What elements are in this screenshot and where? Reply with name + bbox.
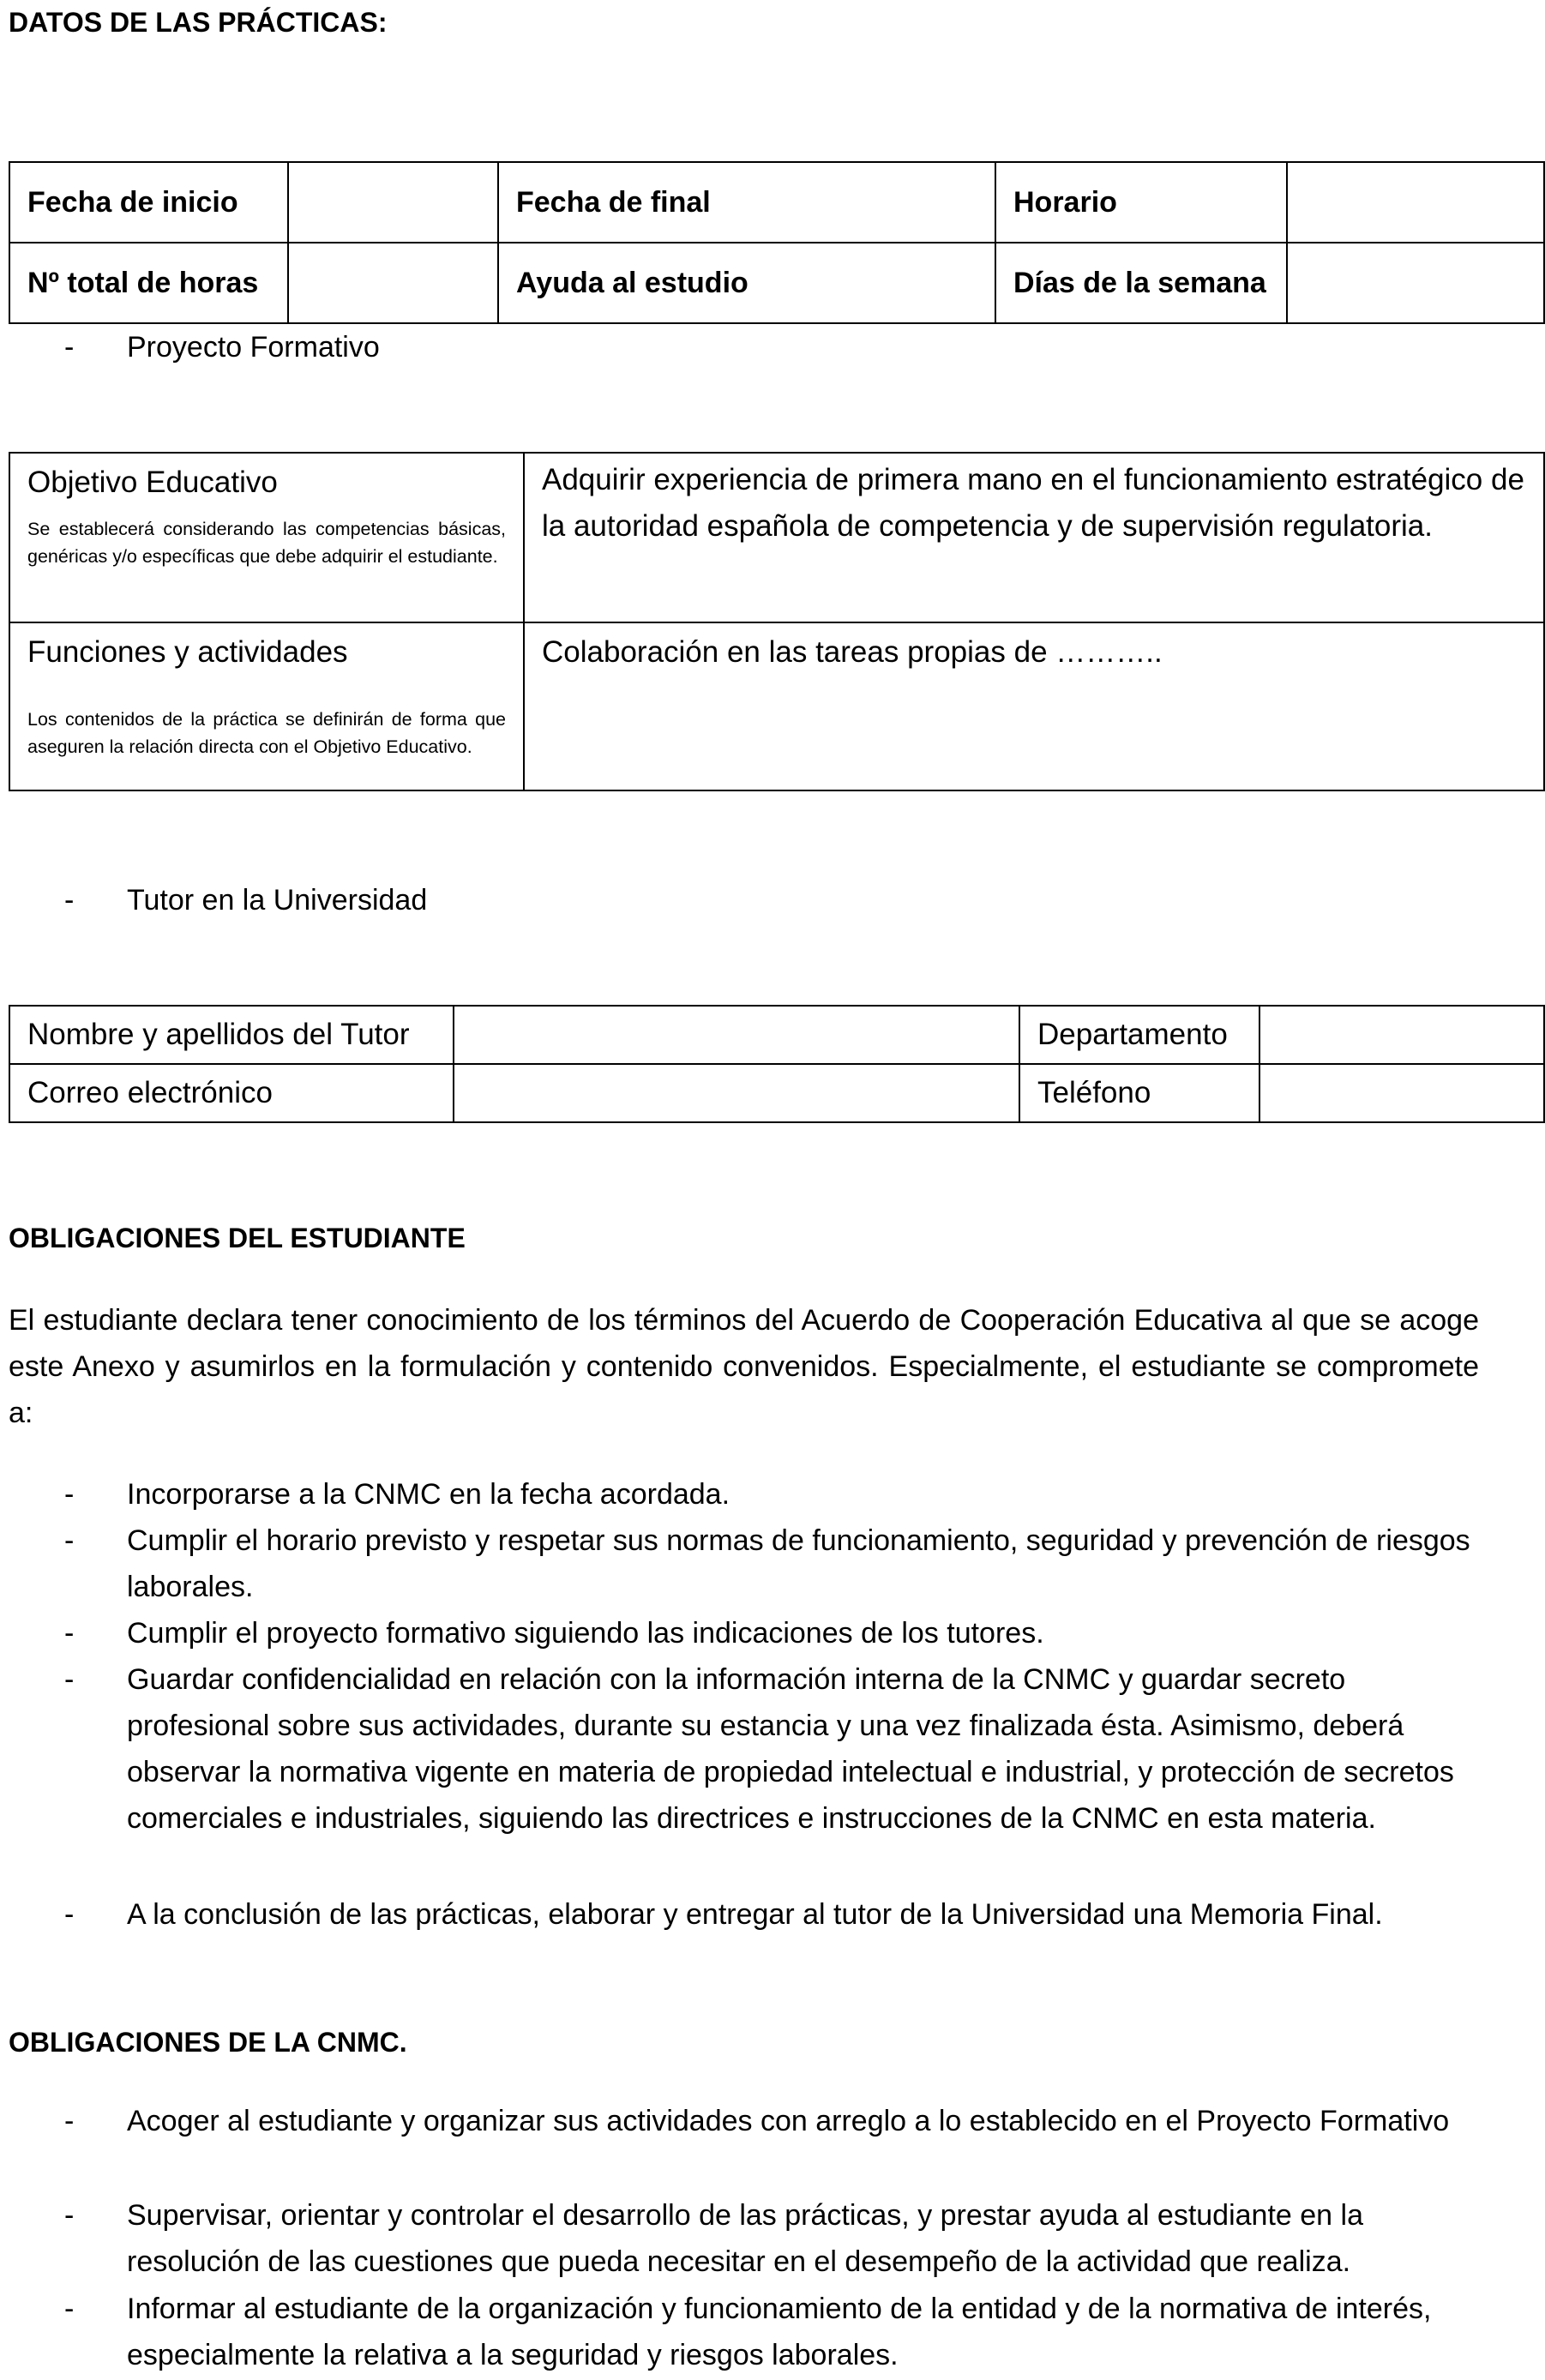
- list-item-text: Guardar confidencialidad en relación con la información interna de la CNMC y guardar secreto profesional sobre sus actividades, durante su estancia y una vez finalizada ésta. Asimismo, deberá observar la normativa vigente en materia de propiedad intelectual e industrial, y protección de secretos comerciales e industriales, siguiendo las directrices e instrucciones de la CNMC en esta materia.: [127, 1663, 1454, 1835]
- phone-value[interactable]: [1259, 1064, 1544, 1122]
- objetivo-note: Se establecerá considerando las competencias básicas, genéricas y/o específicas que debe adquirir el estudiante.: [27, 519, 506, 567]
- phone-label: Teléfono: [1019, 1064, 1259, 1122]
- table-row: [9, 243, 1544, 323]
- list-item-text: Cumplir el proyecto formativo siguiendo las indicaciones de los tutores.: [127, 1617, 1044, 1650]
- start-date-label: Fecha de inicio: [9, 162, 288, 243]
- list-item: [9, 1891, 1483, 1938]
- start-date-value[interactable]: [288, 162, 498, 243]
- weekdays-value[interactable]: [1287, 243, 1544, 323]
- objetivo-label: Objetivo Educativo: [27, 466, 278, 499]
- tutor-name-label: Nombre y apellidos del Tutor: [9, 1006, 454, 1064]
- list-item-text: Supervisar, orientar y controlar el desarrollo de las prácticas, y prestar ayuda al estudiante en la resolución de las cuestiones que pueda necesitar en el desempeño de la actividad que realiza.: [127, 2199, 1363, 2278]
- total-hours-label: Nº total de horas: [9, 243, 288, 323]
- list-item-text: Acoger al estudiante y organizar sus actividades con arreglo a lo establecido en el Proyecto Formativo: [127, 2105, 1450, 2137]
- student-obligations-intro: El estudiante declara tener conocimiento de los términos del Acuerdo de Cooperación Educativa al que se acoge este Anexo y asumirlos en la formulación y contenido convenidos. Especialmente, el estudiante se compromete a:: [9, 1304, 1479, 1429]
- section-label: Proyecto Formativo: [127, 331, 380, 364]
- list-item: [9, 1518, 1483, 1610]
- dash: -: [64, 1617, 75, 1650]
- objetivo-cell: [9, 453, 524, 622]
- section-proyecto-formativo: [9, 324, 1483, 370]
- dash: -: [64, 884, 75, 917]
- end-date-label: [498, 162, 995, 243]
- funciones-label: Funciones y actividades: [27, 635, 348, 669]
- list-item-text: Informar al estudiante de la organización y funcionamiento de la entidad y de la normativa de interés, especialmente la relativa a la seguridad y riesgos laborales.: [127, 2293, 1432, 2371]
- department-value[interactable]: [1259, 1006, 1544, 1064]
- section-tutor-universidad: [9, 877, 1483, 923]
- objetivo-text-cell: Adquirir experiencia de primera mano en el funcionamiento estratégico de la autoridad española de competencia y de supervisión regulatoria.: [524, 453, 1544, 622]
- funciones-cell: [9, 622, 524, 790]
- dash: -: [64, 1524, 75, 1557]
- student-obligations-heading: OBLIGACIONES DEL ESTUDIANTE: [9, 1223, 466, 1253]
- email-label: Correo electrónico: [9, 1064, 454, 1122]
- dash: -: [64, 1898, 75, 1931]
- dash: -: [64, 331, 75, 364]
- list-item: [9, 1656, 1483, 1842]
- weekdays-label: Días de la semana: [995, 243, 1287, 323]
- list-item: [9, 2286, 1483, 2378]
- table-row: [9, 453, 1544, 622]
- table-row: [9, 622, 1544, 790]
- cnmc-obligations-heading: OBLIGACIONES DE LA CNMC.: [9, 2027, 407, 2058]
- list-item-text: A la conclusión de las prácticas, elaborar y entregar al tutor de la Universidad una Memoria Final.: [127, 1898, 1383, 1931]
- schedule-label: Horario: [995, 162, 1287, 243]
- list-item: [9, 1471, 1483, 1518]
- tutor-table: [9, 1005, 1545, 1123]
- dash: -: [64, 1478, 75, 1511]
- study-aid-label: [498, 243, 995, 323]
- tutor-name-value[interactable]: [454, 1006, 1019, 1064]
- list-item: [9, 2098, 1483, 2144]
- practice-data-table: [9, 161, 1545, 324]
- total-hours-value[interactable]: [288, 243, 498, 323]
- list-item-text: Cumplir el horario previsto y respetar sus normas de funcionamiento, seguridad y prevención de riesgos laborales.: [127, 1524, 1470, 1603]
- list-item: [9, 1610, 1483, 1656]
- table-row: [9, 1006, 1544, 1064]
- email-value[interactable]: [454, 1064, 1019, 1122]
- dash: -: [64, 2105, 75, 2137]
- table-row: [9, 162, 1544, 243]
- end-date-text: Fecha de final: [516, 185, 711, 219]
- page-title: DATOS DE LAS PRÁCTICAS:: [9, 7, 388, 38]
- list-item: [9, 2192, 1483, 2285]
- dash: -: [64, 2293, 75, 2325]
- section-label: Tutor en la Universidad: [127, 884, 428, 917]
- table-row: [9, 1064, 1544, 1122]
- list-item-text: Incorporarse a la CNMC en la fecha acordada.: [127, 1478, 730, 1511]
- dash: -: [64, 2199, 75, 2232]
- proyecto-formativo-table: [9, 452, 1545, 791]
- funciones-text-cell: Colaboración en las tareas propias de ………..: [524, 622, 1544, 790]
- department-label: Departamento: [1019, 1006, 1259, 1064]
- funciones-note: Los contenidos de la práctica se definirán de forma que aseguren la relación directa con el Objetivo Educativo.: [27, 709, 506, 757]
- dash: -: [64, 1663, 75, 1696]
- study-aid-text: Ayuda al estudio: [516, 266, 748, 299]
- schedule-value[interactable]: [1287, 162, 1544, 243]
